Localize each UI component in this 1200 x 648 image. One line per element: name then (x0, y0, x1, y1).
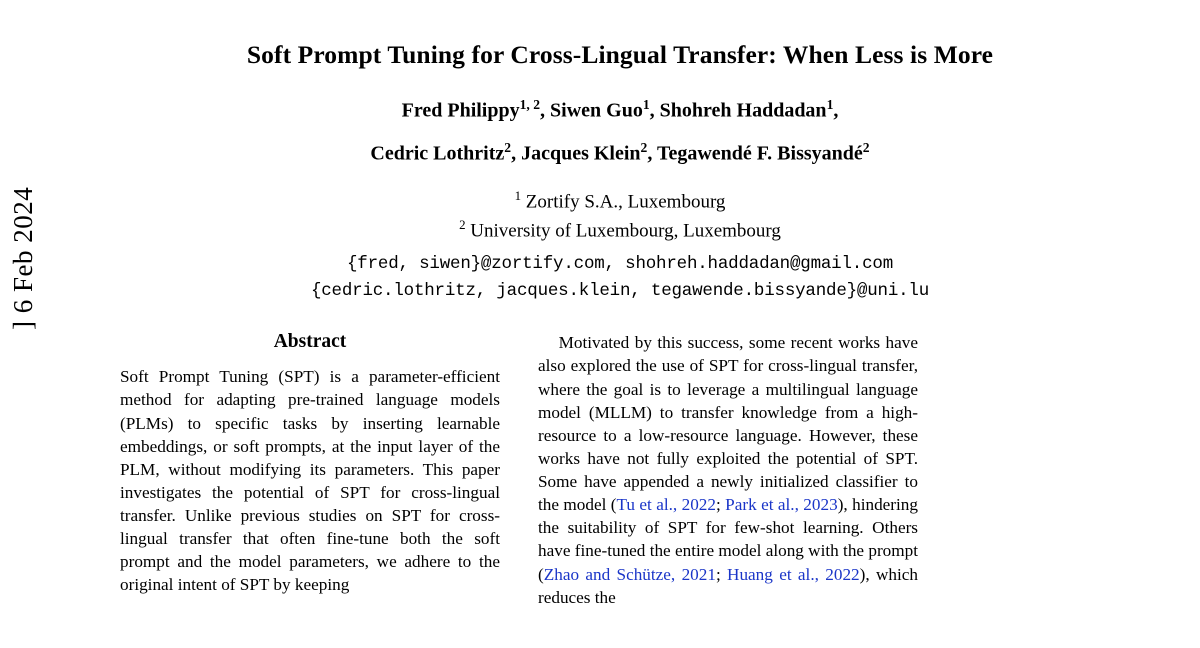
affiliation-list (120, 187, 1120, 245)
author-name: Fred Philippy (401, 99, 520, 122)
author-affiliation-marker: 1 (826, 97, 834, 112)
email-block (120, 251, 1120, 305)
author-affiliation-marker: 2 (504, 139, 512, 155)
intro-continuation (538, 331, 918, 609)
paper-page (120, 0, 1120, 648)
intro-paragraph: Motivated by this success, some recent works have also explored the use of SPT for cross-lingual transfer, where the goal is to leverage a multilingual language model (MLLM) to transfer knowledge from a high-resource to a low-resource language. However, these works have not fully exploited the potential of SPT. Some have appended a newly initialized classifier to the model (Tu et al., 2022; Park et al., 2023), hindering the suitability of SPT for few-shot learning. Others have fine-tuned the entire model along with the prompt (Zhao and Schütze, 2021; Huang et al., 2022), which reduces the (538, 333, 918, 607)
affiliation-marker: 2 (459, 217, 466, 233)
author-affiliation-marker: 2 (862, 139, 870, 155)
abstract-text (120, 365, 500, 596)
author-line-2: Cedric Lothritz$^2$, Jacques Klein$^2$, Tegawendé F. Bissyandé$^2$ (370, 139, 870, 165)
page-title: Soft Prompt Tuning for Cross-Lingual Transfer: When Less is More (246, 40, 994, 69)
author-name: Cedric Lothritz (370, 142, 505, 165)
citation-link[interactable]: 2021 (681, 564, 716, 584)
author-list (120, 98, 1120, 163)
author-affiliation-marker: 1 (642, 97, 650, 112)
author-name: Siwen Guo (550, 99, 643, 122)
author-line-1: Fred Philippy$^{1, 2}$, Siwen Guo$^1$, Shohreh Haddadan$^1$, (401, 97, 839, 122)
email-line: {cedric.lothritz, jacques.klein, tegawende.bissyande}@uni.lu (310, 281, 930, 302)
abstract-heading: Abstract (273, 331, 347, 353)
affiliation-marker: 1 (514, 188, 522, 204)
author-affiliation-marker: 1, 2 (519, 97, 541, 112)
author-name: Jacques Klein (521, 142, 641, 165)
author-name: Tegawendé F. Bissyandé (656, 142, 863, 165)
abstract-paragraph: Soft Prompt Tuning (SPT) is a parameter-efficient method for adapting pre-trained language models (PLMs) to specific tasks by inserting learnable embeddings, or soft prompts, at the input layer of the PLM, without modifying its parameters. This paper investigates the potential of SPT for cross-lingual transfer. Unlike previous studies on SPT for cross-lingual transfer that often fine-tune both the soft prompt and the model parameters, we adhere to the original intent of SPT by keeping (120, 367, 500, 595)
citation-link[interactable]: Zhao and Schütze, (543, 564, 676, 584)
affiliation-line: $^1$ Zortify S.A., Luxembourg (514, 188, 726, 213)
affiliation-line: $^2$ University of Luxembourg, Luxembourg (459, 217, 781, 242)
left-column (120, 331, 500, 609)
citation-link[interactable]: Tu et al., 2022 (616, 495, 716, 515)
citation-link[interactable]: Park et al., 2023 (725, 495, 838, 515)
arxiv-date-stamp: ] 6 Feb 2024 (8, 186, 38, 330)
right-column (538, 331, 918, 609)
citation-link[interactable]: Huang et al., 2022 (727, 564, 860, 584)
email-line: {fred, siwen}@zortify.com, shohreh.haddadan@gmail.com (347, 254, 893, 275)
author-affiliation-marker: 2 (640, 139, 648, 155)
two-column-body (120, 331, 1120, 609)
author-name: Shohreh Haddadan (659, 99, 827, 122)
